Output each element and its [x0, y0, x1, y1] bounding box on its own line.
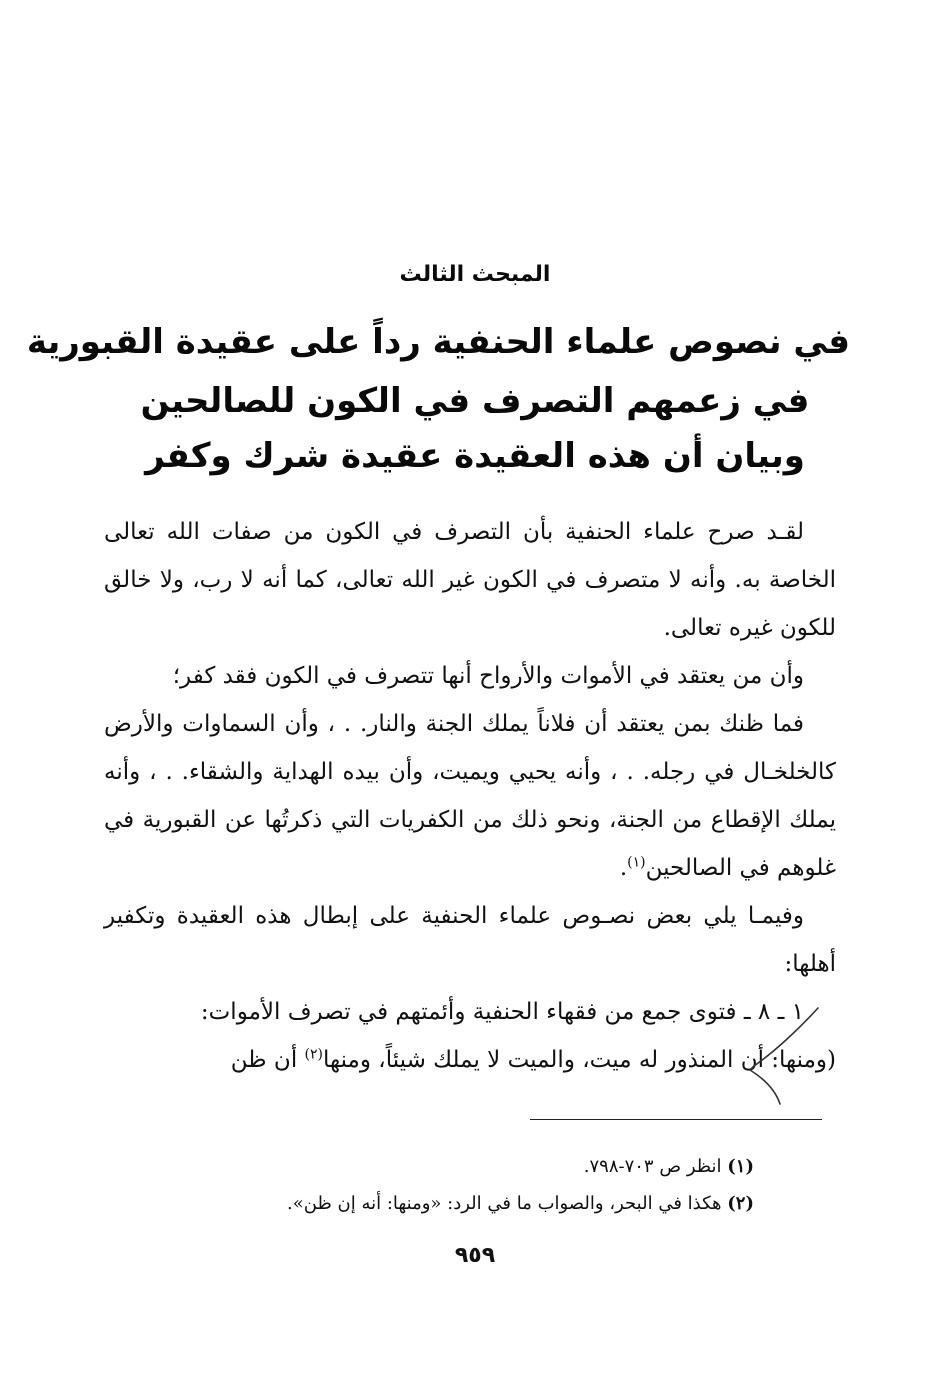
chapter-title-line-1: في نصوص علماء الحنفية رداً على عقيدة القبورية	[26, 322, 850, 362]
paragraph-3	[104, 700, 836, 892]
paragraph-2: وأن من يعتقد في الأموات والأرواح أنها تتصرف في الكون فقد كفر؛	[172, 663, 804, 689]
chapter-title-line-3: وبيان أن هذه العقيدة عقيدة شرك وكفر	[145, 436, 805, 476]
paragraph-6	[104, 1036, 836, 1084]
paragraph-4: وفيمـا يلي بعض نصـوص علماء الحنفية على إبطال هذه العقيدة وتكفير أهلها:	[104, 903, 836, 977]
handwritten-margin-mark	[736, 1000, 826, 1110]
body-text	[104, 508, 836, 1084]
footnote-2	[104, 1185, 754, 1222]
page-number: ٩٥٩	[454, 1243, 496, 1268]
footnote-number: (٢)	[727, 1193, 754, 1214]
footnote-number: (١)	[727, 1156, 754, 1177]
footnote-separator	[530, 1119, 822, 1120]
paragraph-6-end: أن ظن	[230, 1047, 305, 1073]
paragraph-6-text: (ومنها: أن المنذور له ميت، والميت لا يملك شيئاً، ومنها	[322, 1047, 836, 1073]
paragraph-5: ١ ـ ٨ ـ فتوى جمع من فقهاء الحنفية وأئمتهم في تصرف الأموات:	[200, 999, 804, 1025]
paragraph-3-text: فما ظنك بمن يعتقد أن فلاناً يملك الجنة والنار. . ، وأن السماوات والأرض كالخلخـال في رجله. . ، وأنه يحيي ويميت، وأن بيده الهداية والشقاء. . ، وأنه يملك الإقطاع من الجنة، ونحو ذلك من الكفريات التي ذكرتُها عن القبورية في غلوهم في الصالحين	[104, 711, 836, 881]
footnote-text: انظر ص ٧٠٣-٧٩٨.	[583, 1156, 722, 1177]
footnotes	[104, 1148, 754, 1222]
paragraph-1: لقـد صرح علماء الحنفية بأن التصرف في الكون من صفات الله تعالى الخاصة به. وأنه لا متصرف في الكون غير الله تعالى، كما أنه لا رب، ولا خالق للكون غيره تعالى.	[104, 519, 836, 641]
footnote-text: هكذا في البحر، والصواب ما في الرد: «ومنها: أنه إن ظن».	[287, 1193, 722, 1214]
footnote-ref-2[interactable]: (٢)	[304, 1046, 323, 1063]
paragraph-3-end: .	[619, 855, 628, 881]
section-heading: المبحث الثالث	[399, 262, 551, 287]
chapter-title-line-2: في زعمهم التصرف في الكون للصالحين	[140, 381, 810, 421]
footnote-1	[104, 1148, 754, 1185]
footnote-ref-1[interactable]: (١)	[627, 854, 646, 871]
